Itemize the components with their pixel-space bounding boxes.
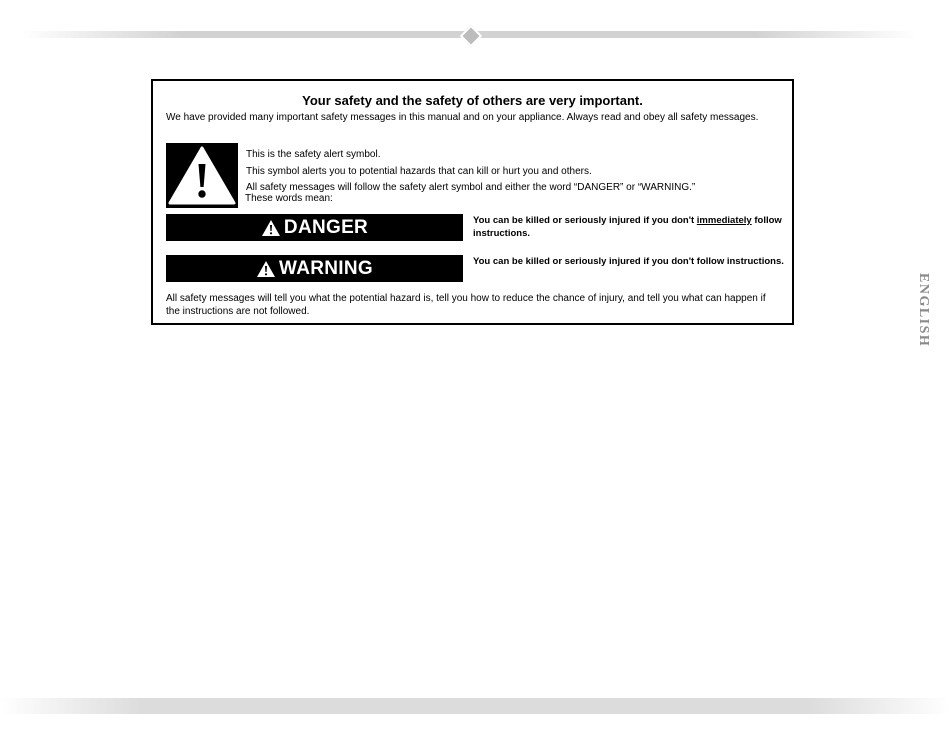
warning-triangle-icon [261,219,281,237]
warning-triangle-icon [167,145,237,207]
bottom-decorative-rule [0,698,950,714]
warning-label: WARNING [279,257,373,279]
warning-banner [166,255,463,282]
symbol-explanation-line: This is the safety alert symbol. [246,149,381,160]
danger-description-emphasis: immediately [696,215,752,226]
safety-information-box [151,79,794,325]
language-side-tab-label: ENGLISH [916,272,931,348]
safety-alert-symbol-icon [166,143,238,208]
danger-description [473,214,791,240]
symbol-explanation-line: All safety messages will follow the safety alert symbol and either the word “DANGER” or “WARNING.” [246,182,696,193]
danger-description-text: You can be killed or seriously injured if you don't [473,215,697,226]
warning-description: You can be killed or seriously injured if you don't follow instructions. [473,256,784,267]
safety-symbol-explanation [246,147,786,197]
warning-triangle-icon [256,260,276,278]
safety-intro-text: We have provided many important safety messages in this manual and on your appliance. Always read and obey all safety messages. [166,112,759,123]
language-side-tab [912,265,934,355]
words-mean-text: These words mean: [245,193,333,204]
danger-label: DANGER [283,216,369,238]
danger-description-tail: follow instructions. [473,215,782,239]
top-rule-diamond-ornament [460,25,483,48]
safety-closing-text: All safety messages will tell you what the potential hazard is, tell you how to reduce the chance of injury, and tell you what can happen if the instructions are not followed. [166,293,766,317]
symbol-explanation-line: This symbol alerts you to potential hazards that can kill or hurt you and others. [246,165,592,177]
safety-title: Your safety and the safety of others are very important. [302,93,643,108]
danger-banner [166,214,463,241]
